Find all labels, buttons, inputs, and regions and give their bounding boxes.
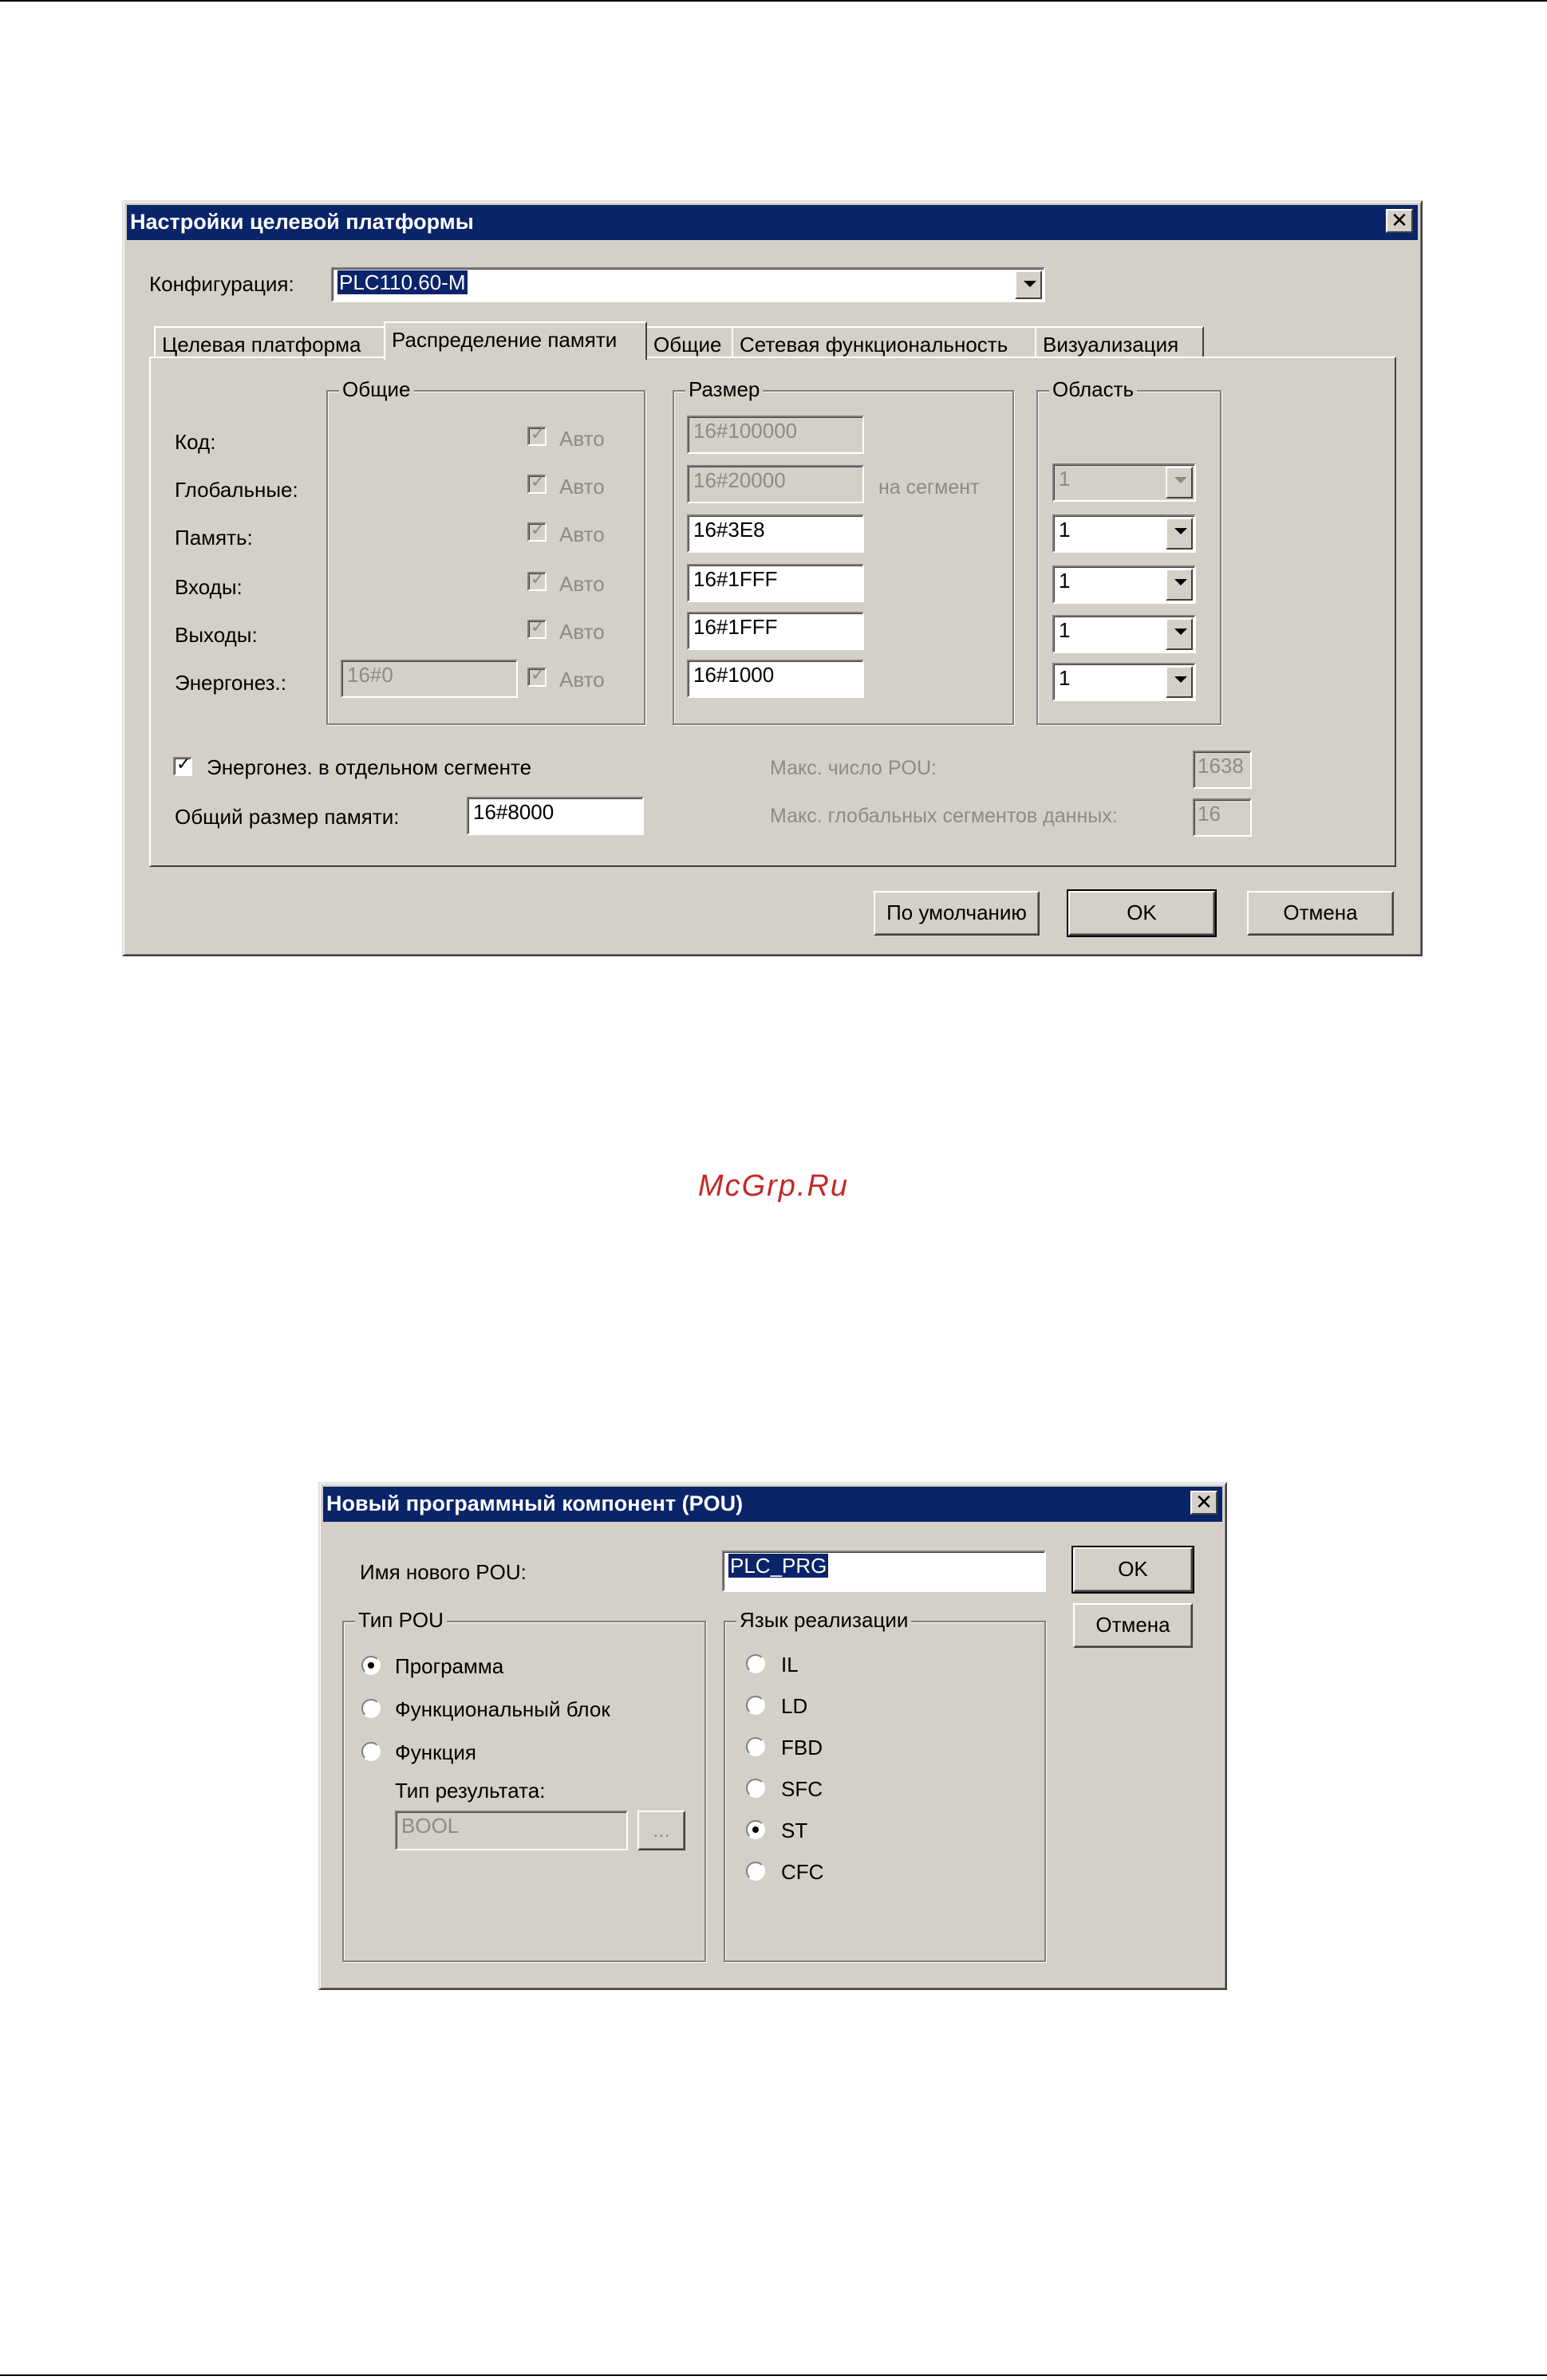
row-label-memory: Память: [175, 526, 253, 550]
bottom-rule [0, 2374, 1547, 2376]
row-label-outputs: Выходы: [175, 623, 258, 647]
top-rule [0, 0, 1547, 2]
auto-checkbox-memory[interactable]: ✓ [527, 522, 547, 542]
chevron-down-icon[interactable] [1015, 270, 1042, 299]
max-global-segments-input[interactable]: 16 [1193, 798, 1252, 837]
cancel-button[interactable]: Отмена [1247, 891, 1394, 936]
radio-function[interactable] [361, 1742, 381, 1761]
radio-ld[interactable] [746, 1696, 765, 1715]
auto-checkbox-retain[interactable]: ✓ [527, 668, 547, 687]
general-group-caption: Общие [339, 377, 414, 402]
general-group [326, 377, 645, 725]
row-label-inputs: Входы: [175, 575, 243, 599]
size-group [673, 377, 1014, 725]
total-memory-input[interactable]: 16#8000 [467, 797, 644, 835]
area-group [1036, 377, 1221, 725]
area-value-outputs: 1 [1059, 618, 1071, 642]
radio-fbd[interactable] [746, 1737, 765, 1756]
area-select-outputs[interactable] [1052, 615, 1196, 653]
chevron-down-icon[interactable] [1166, 569, 1193, 601]
browse-button[interactable]: ... [637, 1811, 685, 1850]
size-input-retain[interactable]: 16#1000 [687, 660, 864, 698]
pou-type-group [342, 1608, 706, 1962]
area-value-retain: 1 [1059, 666, 1071, 690]
chevron-down-icon[interactable] [1166, 618, 1193, 650]
watermark: McGrp.Ru [697, 1169, 850, 1203]
max-global-segments-label: Макс. глобальных сегментов данных: [770, 805, 1118, 827]
size-input-memory[interactable]: 16#3E8 [687, 514, 864, 553]
area-select-inputs[interactable] [1052, 565, 1196, 604]
retain-general-input[interactable]: 16#0 [341, 660, 518, 698]
pou-name-label: Имя нового POU: [360, 1560, 527, 1584]
retain-segment-checkbox[interactable]: ✓ [173, 757, 192, 776]
auto-checkbox-inputs[interactable]: ✓ [527, 572, 547, 591]
dialog-title: Настройки целевой платформы [130, 210, 474, 234]
auto-checkbox-code[interactable]: ✓ [527, 427, 547, 446]
chevron-down-icon[interactable] [1166, 518, 1193, 550]
defaults-button[interactable]: По умолчанию [874, 891, 1040, 936]
auto-checkbox-global[interactable]: ✓ [527, 475, 547, 494]
area-group-caption: Область [1049, 377, 1137, 402]
tab-memory-layout[interactable]: Распределение памяти [384, 321, 647, 360]
radio-fbd-label: FBD [781, 1736, 823, 1759]
area-value-global: 1 [1059, 467, 1071, 491]
title-bar [127, 205, 1418, 240]
dialog-title: Новый программный компонент (POU) [326, 1491, 744, 1515]
row-label-retain: Энергонез.: [175, 671, 286, 695]
pou-name-value: PLC_PRG [730, 1554, 827, 1578]
auto-label-outputs: Авто [559, 620, 605, 644]
configuration-value: PLC110.60-M [339, 270, 466, 294]
configuration-label: Конфигурация: [149, 272, 294, 296]
close-icon[interactable]: ✕ [1190, 1491, 1217, 1515]
max-pou-label: Макс. число POU: [770, 757, 937, 779]
tab-target-platform[interactable]: Целевая платформа [154, 326, 385, 358]
size-input-global[interactable]: 16#20000 [687, 465, 864, 503]
radio-st-label: ST [781, 1818, 808, 1842]
radio-cfc-label: CFC [781, 1860, 824, 1884]
size-input-code[interactable]: 16#100000 [687, 416, 864, 454]
row-label-global: Глобальные: [175, 478, 298, 502]
ok-button[interactable]: OK [1068, 891, 1215, 936]
ok-button[interactable]: OK [1073, 1547, 1193, 1592]
tab-network[interactable]: Сетевая функциональность [732, 326, 1036, 358]
new-pou-dialog [318, 1482, 1227, 1990]
chevron-down-icon[interactable] [1166, 666, 1193, 698]
radio-st[interactable] [746, 1820, 765, 1839]
max-pou-input[interactable]: 1638 [1193, 751, 1252, 789]
close-icon[interactable]: ✕ [1386, 209, 1413, 233]
radio-sfc[interactable] [746, 1779, 765, 1798]
cancel-button[interactable]: Отмена [1073, 1603, 1193, 1648]
target-settings-dialog [122, 200, 1423, 956]
radio-function-block-label: Функциональный блок [395, 1697, 610, 1721]
title-bar [323, 1487, 1222, 1522]
auto-checkbox-outputs[interactable]: ✓ [527, 620, 547, 639]
radio-function-label: Функция [395, 1740, 476, 1764]
radio-ld-label: LD [781, 1694, 808, 1718]
result-type-input[interactable]: BOOL [395, 1811, 628, 1850]
pou-name-input[interactable] [722, 1551, 1046, 1592]
radio-sfc-label: SFC [781, 1777, 823, 1801]
auto-label-inputs: Авто [559, 572, 605, 596]
radio-function-block[interactable] [361, 1699, 381, 1718]
configuration-select[interactable] [331, 267, 1045, 302]
memory-layout-panel [149, 357, 1396, 867]
auto-label-retain: Авто [559, 668, 605, 692]
language-caption: Язык реализации [736, 1608, 911, 1633]
area-select-global[interactable] [1052, 463, 1196, 502]
language-group [724, 1608, 1046, 1962]
pou-type-caption: Тип POU [355, 1608, 447, 1633]
radio-program-label: Программа [395, 1654, 504, 1678]
radio-program[interactable] [361, 1656, 381, 1675]
size-input-outputs[interactable]: 16#1FFF [687, 612, 864, 650]
result-type-label: Тип результата: [395, 1779, 546, 1803]
radio-il-label: IL [781, 1653, 799, 1677]
tab-general[interactable]: Общие [645, 326, 733, 358]
area-select-retain[interactable] [1052, 663, 1196, 701]
area-value-inputs: 1 [1059, 569, 1071, 593]
total-memory-label: Общий размер памяти: [175, 805, 400, 829]
tab-visualization[interactable]: Визуализация [1035, 326, 1204, 358]
auto-label-memory: Авто [559, 522, 605, 546]
radio-il[interactable] [746, 1654, 765, 1673]
area-select-memory[interactable] [1052, 514, 1196, 553]
area-value-memory: 1 [1059, 518, 1071, 542]
size-group-caption: Размер [685, 377, 763, 402]
row-label-code: Код: [175, 430, 216, 454]
auto-label-code: Авто [559, 427, 605, 451]
chevron-down-icon[interactable] [1166, 467, 1193, 498]
size-input-inputs[interactable]: 16#1FFF [687, 564, 864, 602]
radio-cfc[interactable] [746, 1862, 765, 1881]
per-segment-label: на сегмент [878, 476, 980, 498]
retain-segment-label: Энергонез. в отдельном сегменте [207, 755, 532, 779]
auto-label-global: Авто [559, 475, 605, 498]
